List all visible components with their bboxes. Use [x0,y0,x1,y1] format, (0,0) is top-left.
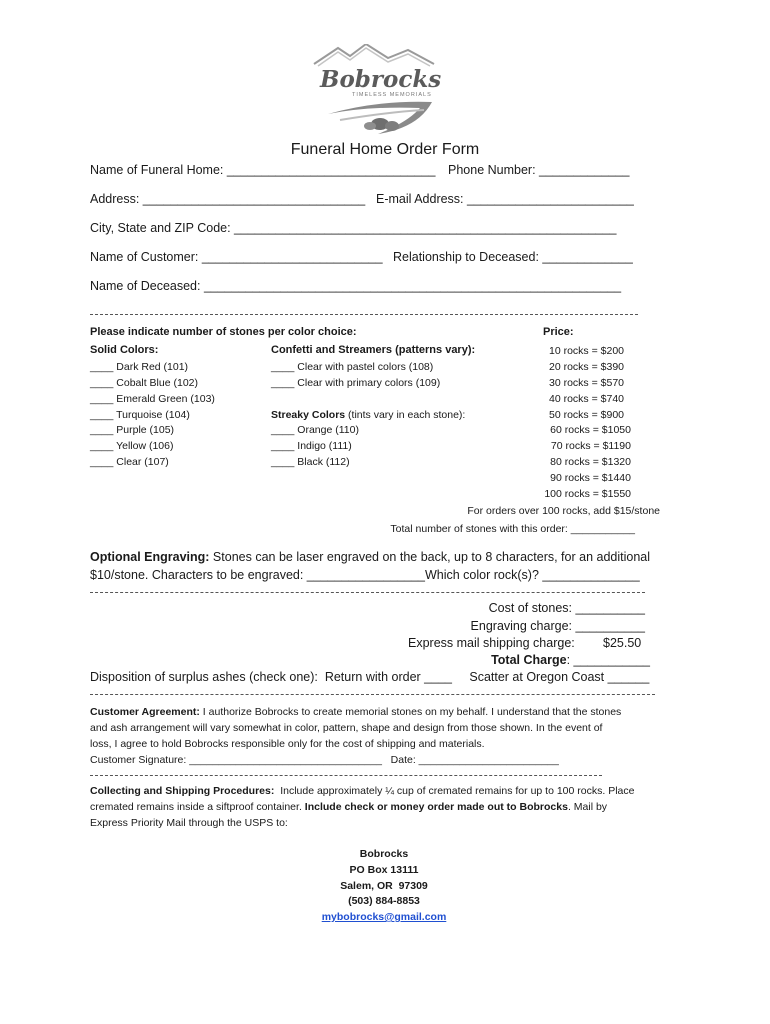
engraving-description: Stones can be laser engraved on the back, up to 8 characters, for an additional [209,550,651,564]
price-item: 80 rocks = $1320 [550,456,631,468]
customer-name-field[interactable]: Name of Customer: __________________________ [90,250,383,264]
list-item[interactable]: ____ Indigo (111) [271,440,352,452]
city-state-zip-field[interactable]: City, State and ZIP Code: _______________________________________________________ [90,221,617,235]
disposition-field[interactable]: Disposition of surplus ashes (check one): Return with order ____ Scatter at Oregon Coast ______ [90,670,650,684]
express-shipping-label: Express mail shipping charge: [408,636,575,650]
mailing-phone: (503) 884-8853 [348,895,420,907]
express-shipping-value: $25.50 [603,636,642,650]
streaky-heading-label: Streaky Colors [271,409,346,421]
mailing-city: Salem, OR 97309 [340,880,428,892]
over-100-note: For orders over 100 rocks, add $15/stone [467,505,660,517]
shipping-text: Include approximately ¼ cup of cremated remains for up to 100 rocks. Place [274,785,635,797]
list-item[interactable]: ____ Orange (110) [271,424,359,436]
shipping-line-1 [90,785,634,797]
shipping-payment-note: Include check or money order made out to Bobrocks [304,801,568,813]
list-item[interactable]: ____ Dark Red (101) [90,361,189,373]
list-item[interactable]: ____ Black (112) [271,456,350,468]
deceased-name-field[interactable]: Name of Deceased: ____________________________________________________________ [90,279,622,293]
price-item: 70 rocks = $1190 [550,440,631,452]
price-item: 90 rocks = $1440 [550,472,631,484]
price-item: 10 rocks = $200 [548,345,624,357]
total-charge-field[interactable] [400,653,650,667]
divider [90,592,645,593]
funeral-home-field[interactable]: Name of Funeral Home: ______________________________ [90,163,436,177]
agreement-line-3: loss, I agree to hold Bobrocks responsible only for the cost of shipping and materials. [90,738,485,750]
list-item[interactable]: ____ Cobalt Blue (102) [90,377,198,389]
divider [90,775,602,776]
agreement-line-2: and ash arrangement will vary somewhat in color, pattern, shape and design from those shown. In the event of [90,722,603,734]
phone-field[interactable]: Phone Number: _____________ [448,163,630,177]
price-item: 100 rocks = $1550 [544,488,631,500]
mailing-name: Bobrocks [359,848,409,860]
streaky-heading [271,409,465,421]
agreement-label: Customer Agreement: [90,706,200,718]
shipping-text-a: cremated remains inside a siftproof container. [90,801,305,813]
cost-of-stones-field[interactable]: Cost of stones: __________ [488,601,645,615]
list-item[interactable]: ____ Clear with primary colors (109) [271,377,441,389]
engraving-line-1 [90,550,650,564]
relationship-field[interactable]: Relationship to Deceased: _____________ [393,250,633,264]
shipping-line-3: Express Priority Mail through the USPS to: [90,817,288,829]
price-item: 30 rocks = $570 [548,377,624,389]
stones-heading: Please indicate number of stones per color choice: [90,326,357,338]
price-item: 20 rocks = $390 [548,361,624,373]
agreement-line-1 [90,706,621,718]
signature-field[interactable]: Customer Signature: _________________________________ Date: ________________________ [90,754,559,766]
price-item: 60 rocks = $1050 [550,424,631,436]
company-logo [308,44,443,140]
list-item[interactable]: ____ Yellow (106) [90,440,174,452]
list-item[interactable]: ____ Emerald Green (103) [90,393,215,405]
engraving-label: Optional Engraving: [90,550,210,564]
list-item[interactable]: ____ Clear (107) [90,456,169,468]
shipping-label: Collecting and Shipping Procedures: [90,785,275,797]
email-link[interactable]: mybobrocks@gmail.com [321,911,447,923]
price-heading: Price: [543,326,574,338]
list-item[interactable]: ____ Clear with pastel colors (108) [271,361,434,373]
divider [90,694,655,695]
price-item: 40 rocks = $740 [548,393,624,405]
shipping-text-c: . Mail by [567,801,608,813]
logo-wordmark: Bobrocks [320,66,442,93]
engraving-characters-field[interactable]: $10/stone. Characters to be engraved: _________________Which color rock(s)? ______________ [90,568,640,582]
list-item[interactable]: ____ Turquoise (104) [90,409,190,421]
list-item[interactable]: ____ Purple (105) [90,424,175,436]
email-field[interactable]: E-mail Address: ________________________ [376,192,634,206]
logo-tagline: TIMELESS MEMORIALS [352,92,432,98]
agreement-text: I authorize Bobrocks to create memorial stones on my behalf. I understand that the stones [199,706,622,718]
total-charge-label: Total Charge [491,653,567,667]
price-item: 50 rocks = $900 [548,409,624,421]
shipping-line-2 [90,801,607,813]
mailing-po-box: PO Box 13111 [349,864,419,876]
form-title: Funeral Home Order Form [290,141,480,158]
total-charge-blank: : ___________ [566,653,650,667]
solid-colors-heading: Solid Colors: [90,344,159,356]
divider [90,314,638,315]
total-stones-field[interactable]: Total number of stones with this order: ___________ [390,523,635,535]
confetti-heading: Confetti and Streamers (patterns vary): [271,344,476,356]
streaky-heading-note: (tints vary in each stone): [345,409,466,421]
address-field[interactable]: Address: ________________________________ [90,192,366,206]
engraving-charge-field[interactable]: Engraving charge: __________ [470,619,645,633]
